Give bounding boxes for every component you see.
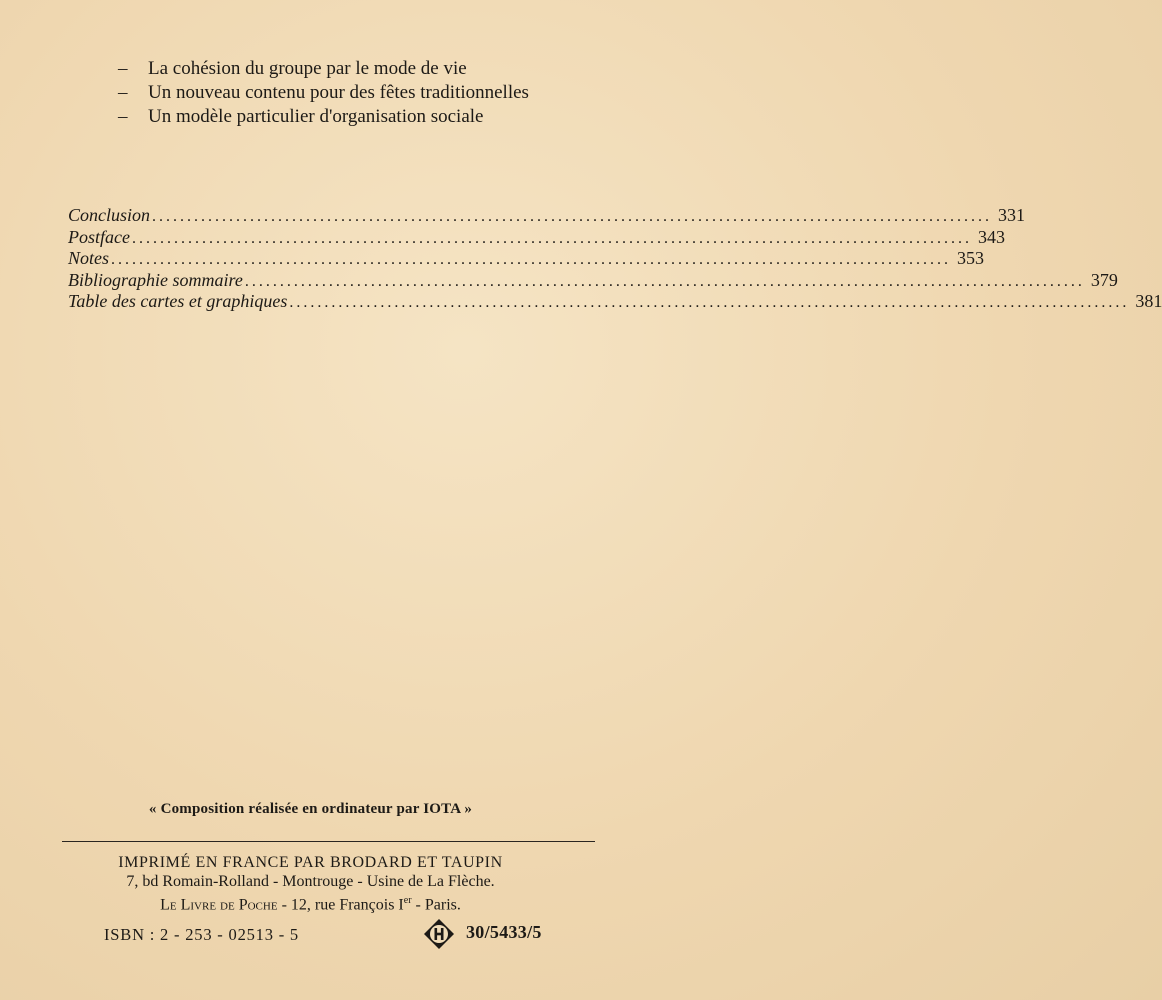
toc-title: Bibliographie sommaire xyxy=(68,269,243,290)
toc-title: Postface xyxy=(68,226,130,247)
publisher-city: - Paris. xyxy=(411,896,461,914)
toc-page-number: 379 xyxy=(1090,269,1118,290)
list-item-text: La cohésion du groupe par le mode de vie xyxy=(148,58,467,79)
toc-leader-dots: ........................................................................................................................ xyxy=(111,251,952,268)
toc-page-number: 343 xyxy=(977,226,1005,247)
toc-page-number: 331 xyxy=(998,205,1026,225)
publisher-logo-icon xyxy=(423,918,455,950)
ordinal-suffix: er xyxy=(403,895,412,906)
toc-leader-dots: ........................................................................................................................ xyxy=(131,229,972,247)
list-item xyxy=(118,82,538,103)
list-item xyxy=(118,106,538,127)
toc-page-number: 353 xyxy=(957,248,985,268)
toc-title: Conclusion xyxy=(68,205,151,225)
table-of-contents xyxy=(68,205,1162,313)
bullet-list xyxy=(118,58,538,130)
list-item-text: Un modèle particulier d'organisation sociale xyxy=(148,106,484,127)
list-item-text: Un nouveau contenu pour des fêtes traditionnelles xyxy=(148,82,529,103)
publisher-address: - 12, rue François I xyxy=(277,896,404,914)
toc-title: Notes xyxy=(68,248,110,268)
toc-row xyxy=(68,205,1026,227)
list-item xyxy=(118,58,538,79)
imprint-line-1: IMPRIMÉ EN FRANCE PAR BRODARD ET TAUPIN xyxy=(118,854,503,871)
catalog-code: 30/5433/5 xyxy=(466,922,542,942)
toc-page-number: 381 xyxy=(1135,291,1162,311)
publisher-name: Le Livre de Poche xyxy=(160,896,278,914)
toc-leader-dots: ........................................................................................................................ xyxy=(152,208,993,225)
imprint-line-3 xyxy=(0,891,621,914)
toc-leader-dots: ........................................................................................................................ xyxy=(244,272,1085,290)
imprint-line-2: 7, bd Romain-Rolland - Montrouge - Usine de La Flèche. xyxy=(126,873,495,890)
printer-imprint xyxy=(0,853,621,914)
toc-row xyxy=(68,226,1005,249)
toc-leader-dots: ........................................................................................................................ xyxy=(289,294,1130,311)
dash: – xyxy=(118,58,128,79)
isbn-number: ISBN : 2 - 253 - 02513 - 5 xyxy=(104,925,299,944)
toc-row xyxy=(68,248,985,270)
toc-title: Table des cartes et graphiques xyxy=(68,291,288,311)
dash: – xyxy=(118,106,128,127)
divider xyxy=(62,841,595,842)
toc-row xyxy=(68,291,1162,313)
dash: – xyxy=(118,82,128,103)
composition-credit: « Composition réalisée en ordinateur par IOTA » xyxy=(148,801,473,817)
toc-row xyxy=(68,269,1118,292)
